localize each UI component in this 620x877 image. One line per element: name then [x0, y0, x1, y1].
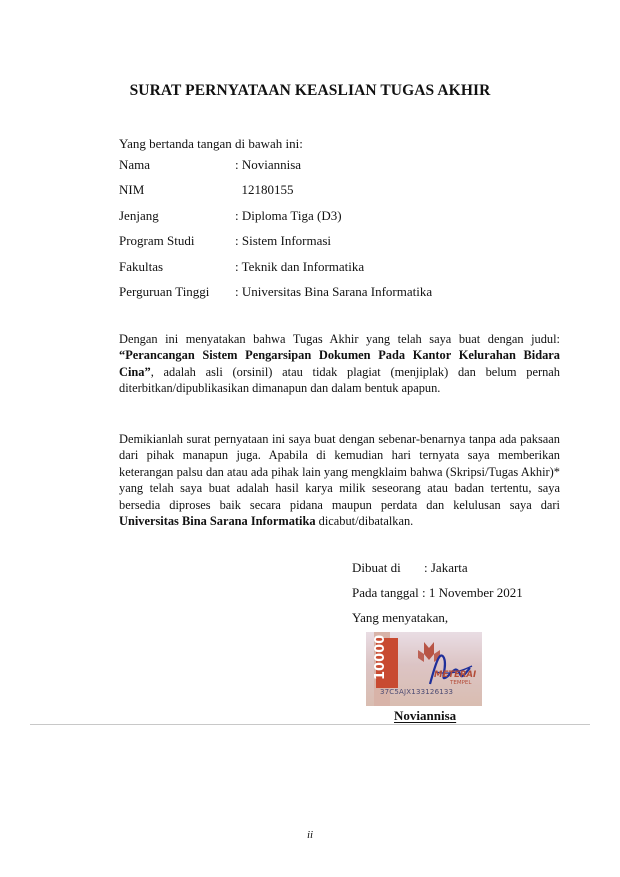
document-title: SURAT PERNYATAAN KEASLIAN TUGAS AKHIR	[129, 82, 491, 99]
page-divider	[30, 724, 590, 725]
garuda-emblem-icon	[418, 642, 440, 662]
meterai-stamp	[366, 632, 482, 706]
stamp-sub: TEMPEL	[450, 680, 472, 686]
page-number: ii	[306, 829, 314, 841]
declaration-text-end: dicabut/dibatalkan.	[315, 514, 414, 529]
made-in-line	[352, 560, 468, 576]
statement-text: Dengan ini menyatakan bahwa Tugas Akhir yang telah saya buat dengan judul:	[119, 332, 560, 346]
field-value: 12180155	[235, 182, 294, 198]
statement-text-end: , adalah asli (orsinil) atau tidak plagiat (menjiplak) dan belum pernah diterbitkan/dipublikasikan dimanapun dan dalam bentuk apapun.	[119, 364, 560, 396]
field-label: Perguruan Tinggi	[119, 283, 210, 299]
field-value	[235, 156, 301, 174]
stamp-serial: 37C5AJX133126133	[380, 688, 454, 696]
date-line: Pada tanggal : 1 November 2021	[352, 585, 523, 600]
declaration-paragraph	[119, 431, 560, 529]
field-label: Program Studi	[119, 233, 195, 249]
signer-name: Noviannisa	[394, 708, 457, 723]
field-label: Jenjang	[119, 207, 159, 223]
intro-text: Yang bertanda tangan di bawah ini:	[119, 136, 303, 151]
field-value: : Diploma Tiga (D3)	[235, 207, 342, 223]
stamp-brand: METERAI	[434, 670, 477, 680]
field-value: : Sistem Informasi	[235, 233, 332, 249]
made-in-label: Dibuat di	[352, 560, 401, 575]
field-value: : Teknik dan Informatika	[235, 258, 365, 274]
thesis-title: “Perancangan Sistem Pengarsipan Dokumen Pada Kantor Kelurahan Bidara Cina”	[119, 348, 560, 379]
statement-paragraph	[119, 331, 560, 397]
field-label: Fakultas	[119, 258, 164, 274]
field-label: NIM	[119, 182, 145, 198]
declaration-text: Demikianlah surat pernyataan ini saya buat dengan sebenar-benarnya tanpa ada paksaan dari pihak manapun juga. Apabila di kemudian hari ternyata saya memberikan keterangan palsu dan atau ada pihak lain yang mengklaim bahwa (Skripsi/Tugas Akhir)* yang telah saya buat adalah hasil karya milik seseorang atau badan tertentu, saya bersedia diproses baik secara pidana maupun perdata dan kelulusan saya dari	[119, 432, 560, 512]
stamp-denomination: 10000	[373, 634, 388, 680]
institution-name: Universitas Bina Sarana Informatika	[119, 514, 316, 529]
field-value: : Universitas Bina Sarana Informatika	[235, 283, 433, 299]
stated-line: Yang menyatakan,	[352, 610, 449, 625]
made-in-value: : Jakarta	[424, 560, 468, 575]
field-label: Nama	[119, 157, 151, 172]
field-value-text: : Noviannisa	[235, 157, 302, 172]
